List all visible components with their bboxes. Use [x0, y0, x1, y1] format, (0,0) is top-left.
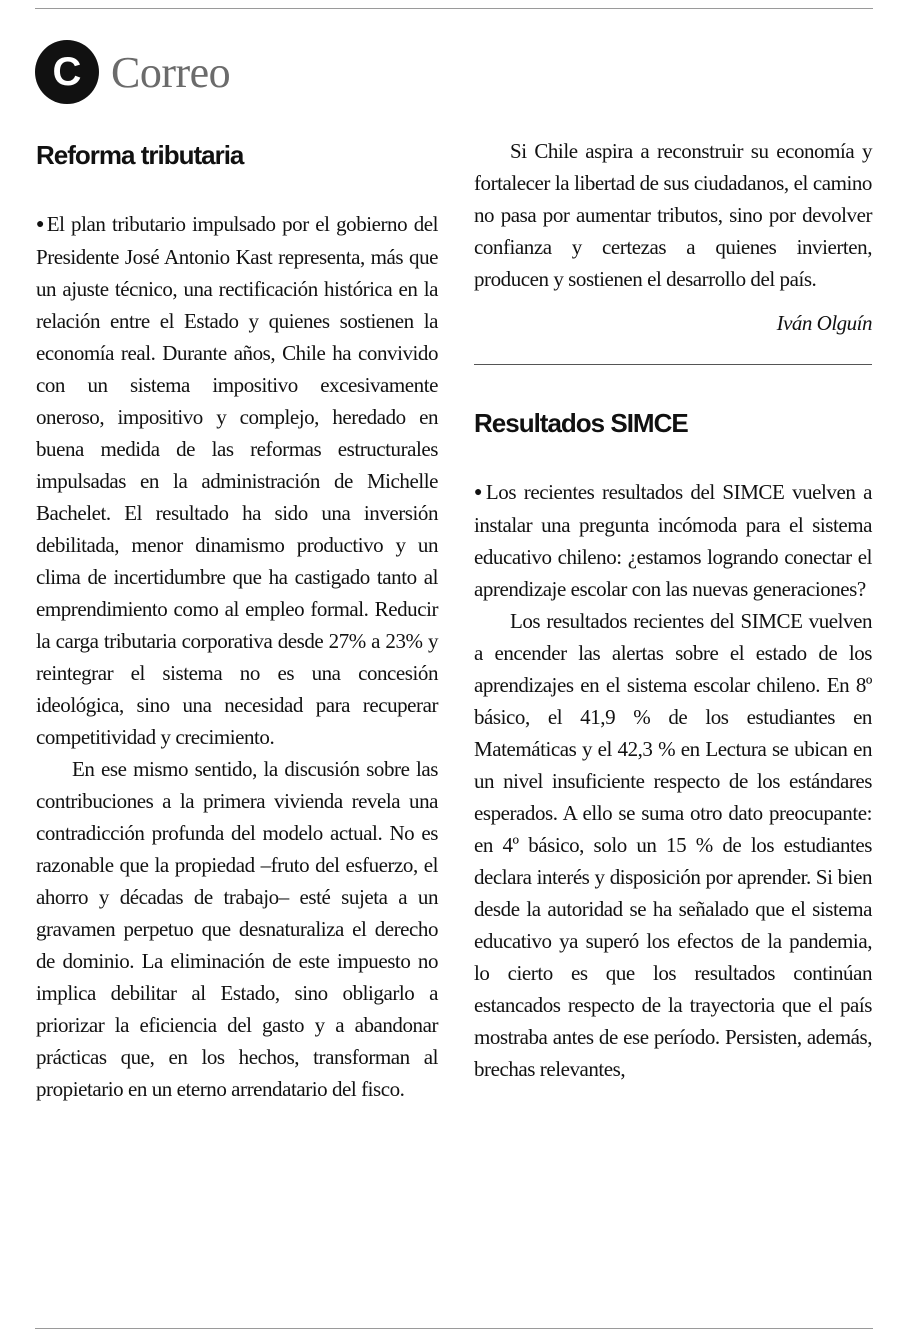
letter-paragraph: Los resultados recientes del SIMCE vuelven a encender las alertas sobre el estado de los aprendizajes en el sistema escolar chileno. En 8º básico, el 41,9 % de los estudiantes en Matemáticas y el 42,3 % en Lectura se ubican en un nivel insuficiente respecto de los estándares esperados. A ello se suma otro dato preocupante: en 4º básico, solo un 15 % de los estudiantes declara interés y disposición por aprender. Si bien desde la autoridad se ha señalado que el sistema educativo ya superó los efectos de la pandemia, lo cierto es que los resultados continúan estancados respecto de la trayectoria que el país mostraba antes de ese período. Persisten, además, brechas relevantes,: [474, 609, 872, 1081]
letter-paragraph: Si Chile aspira a reconstruir su economía y fortalecer la libertad de sus ciudadanos, el camino no pasa por aumentar tributos, sino por devolver confianza y certezas a quienes invierten, producen y sostienen el desarrollo del país.: [474, 139, 872, 291]
paragraph-text: Los recientes resultados del SIMCE vuelven a instalar una pregunta incómoda para el sistema educativo chileno: ¿estamos logrando conectar el aprendizaje escolar con las nuevas generaciones?: [474, 480, 872, 601]
bullet-icon: ●: [474, 485, 485, 500]
bottom-divider: [35, 1328, 873, 1329]
top-divider: [35, 8, 873, 9]
bullet-icon: ●: [36, 217, 46, 232]
section-badge-icon: C: [35, 40, 99, 104]
letter-paragraph: En ese mismo sentido, la discusión sobre las contribuciones a la primera vivienda revela una contradicción profunda del modelo actual. No es razonable que la propiedad –fruto del esfuerzo, el ahorro y décadas de trabajo– esté sujeta a un gravamen perpetuo que desnaturaliza el derecho de dominio. La eliminación de este impuesto no implica debilitar al Estado, sino obligarlo a priorizar la eficiencia del gasto y a abandonar prácticas que, en los hechos, transforman al propietario en un eterno arrendatario del fisco.: [36, 757, 438, 1101]
right-column: [474, 135, 872, 1085]
section-title: Correo: [111, 47, 231, 97]
letter-author: Iván Olguín: [776, 311, 872, 335]
section-header: [35, 40, 230, 104]
letter-paragraph: [474, 476, 872, 605]
letter-paragraph: [36, 208, 438, 753]
letter-divider: [474, 364, 872, 365]
letter-headline-reforma: Reforma tributaria: [36, 140, 244, 170]
left-column: [36, 135, 438, 1105]
paragraph-text: El plan tributario impulsado por el gobierno del Presidente José Antonio Kast representa, más que un ajuste técnico, una rectificación histórica en la relación entre el Estado y quienes sostienen la economía real. Durante años, Chile ha convivido con un sistema impositivo excesivamente oneroso, impositivo y complejo, heredado en buena medida de las reformas estructurales impulsadas en la administración de Michelle Bachelet. El resultado ha sido una inversión debilitada, menor dinamismo productivo y un clima de incertidumbre que ha castigado tanto al emprendimiento como al empleo formal. Reducir la carga tributaria corporativa desde 27% a 23% y reintegrar el sistema no es una concesión ideológica, sino una necesidad para recuperar competitividad y crecimiento.: [36, 212, 438, 749]
letter-headline-simce: Resultados SIMCE: [474, 408, 688, 438]
